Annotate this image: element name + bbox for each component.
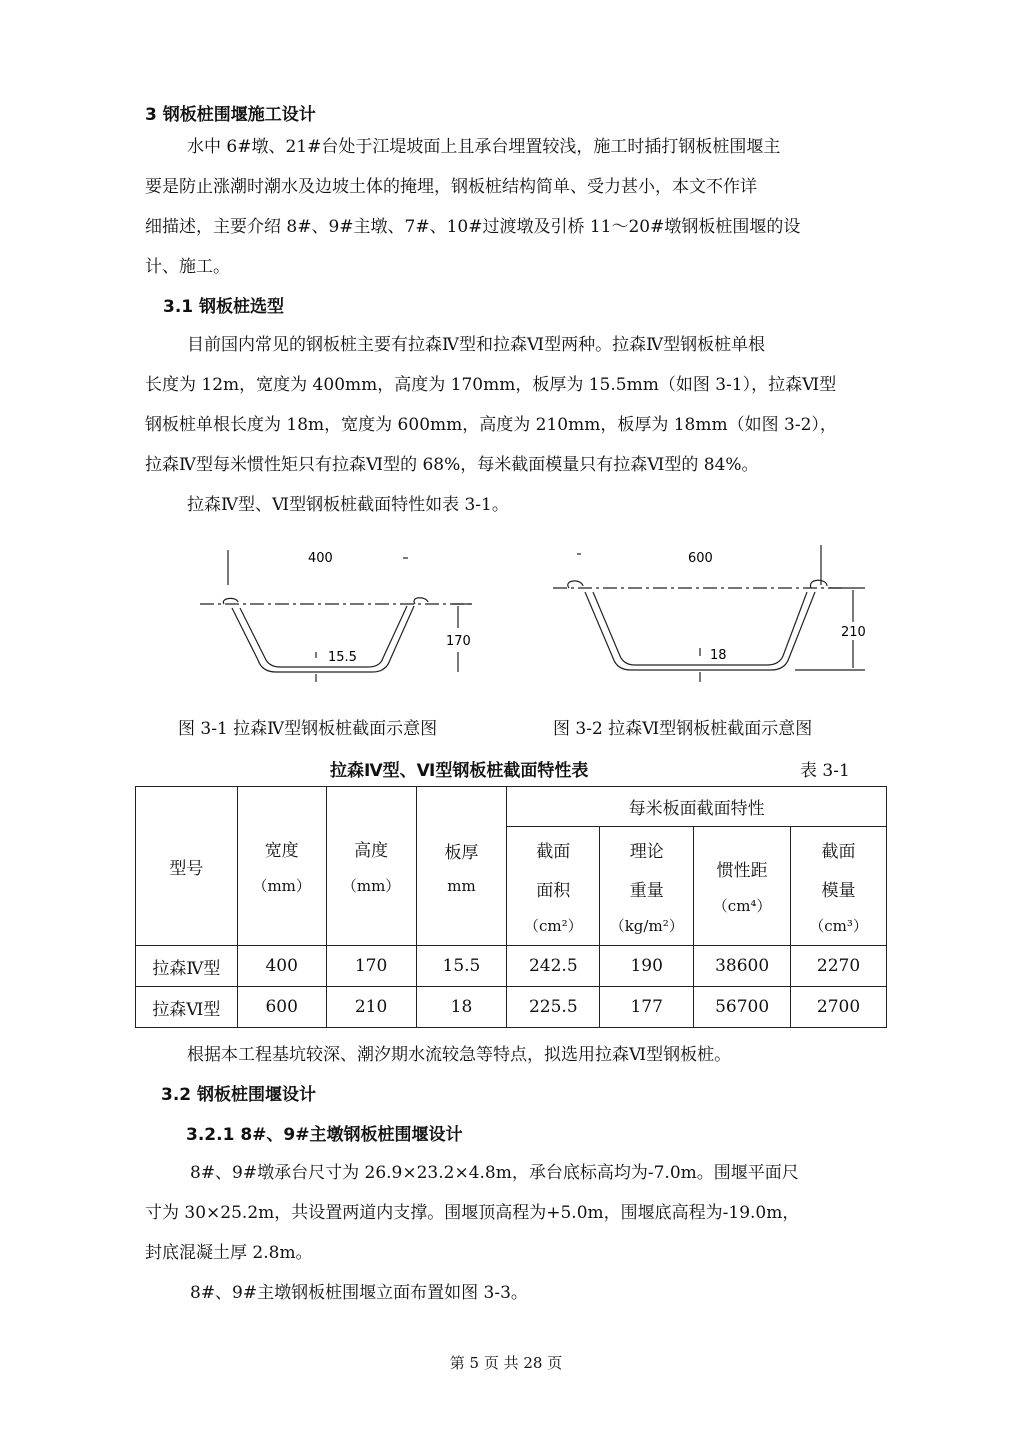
fig1-height-label: 170	[446, 634, 471, 649]
fig1-width-label: 400	[308, 551, 333, 566]
table-cell: 15.5	[416, 946, 507, 987]
section-heading-3-2: 3.2 钢板桩围堰设计	[161, 1085, 317, 1105]
table-cell: 2270	[791, 946, 887, 987]
paragraph-line: 拉森Ⅳ型、Ⅵ型钢板桩截面特性如表 3-1。	[187, 495, 509, 515]
section-heading-3-2-1: 3.2.1 8#、9#主墩钢板桩围堰设计	[186, 1125, 463, 1145]
table-cell: 拉森Ⅵ型	[136, 987, 238, 1028]
figure-caption-3-2: 图 3-2 拉森Ⅵ型钢板桩截面示意图	[553, 719, 813, 739]
table-cell: 190	[600, 946, 694, 987]
paragraph-line: 钢板桩单根长度为 18m，宽度为 600mm，高度为 210mm，板厚为 18mm（如图 3-2），	[145, 415, 837, 435]
paragraph-line: 拉森Ⅳ型每米惯性矩只有拉森Ⅵ型的 68%，每米截面模量只有拉森Ⅵ型的 84%。	[145, 455, 759, 475]
header-area: 截面 面积 （cm²）	[507, 827, 600, 946]
table-cell: 18	[416, 987, 507, 1028]
section-heading-3: 3 钢板桩围堰施工设计	[145, 105, 316, 125]
paragraph-line: 8#、9#主墩钢板桩围堰立面布置如图 3-3。	[190, 1283, 528, 1303]
figure-larssen-iv	[190, 540, 490, 690]
table-cell: 600	[237, 987, 326, 1028]
table-cell: 56700	[694, 987, 791, 1028]
figure-caption-3-1: 图 3-1 拉森Ⅳ型钢板桩截面示意图	[178, 719, 438, 739]
fig2-height-label: 210	[841, 625, 866, 640]
page-footer: 第 5 页 共 28 页	[449, 1354, 563, 1372]
table-cell: 拉森Ⅳ型	[136, 946, 238, 987]
table-row	[136, 946, 887, 987]
paragraph-line: 长度为 12m，宽度为 400mm，高度为 170mm，板厚为 15.5mm（如图 3-1），拉森Ⅵ型	[145, 375, 837, 395]
table-cell: 38600	[694, 946, 791, 987]
table-cell: 400	[237, 946, 326, 987]
paragraph-line: 水中 6#墩、21#台处于江堤坡面上且承台埋置较浅，施工时插打钢板桩围堰主	[187, 137, 781, 157]
fig2-thickness-label: 18	[710, 648, 727, 663]
paragraph-line: 8#、9#墩承台尺寸为 26.9×23.2×4.8m，承台底标高均为-7.0m。围堰平面尺	[190, 1163, 799, 1183]
table-cell: 170	[326, 946, 416, 987]
header-thickness: 板厚 mm	[416, 787, 507, 946]
figure-larssen-vi	[545, 540, 875, 690]
section-heading-3-1: 3.1 钢板桩选型	[163, 297, 285, 317]
paragraph-line: 根据本工程基坑较深、潮汐期水流较急等特点，拟选用拉森Ⅵ型钢板桩。	[187, 1045, 732, 1065]
paragraph-line: 寸为 30×25.2m，共设置两道内支撑。围堰顶高程为+5.0m，围堰底高程为-19.0m，	[145, 1203, 800, 1223]
fig2-width-label: 600	[688, 551, 713, 566]
header-modulus: 截面 模量 （cm³）	[791, 827, 887, 946]
table-cell: 242.5	[507, 946, 600, 987]
paragraph-line: 要是防止涨潮时潮水及边坡土体的掩埋，钢板桩结构简单、受力甚小，本文不作详	[145, 177, 757, 197]
header-group: 每米板面截面特性	[507, 787, 887, 827]
fig1-thickness-label: 15.5	[328, 650, 357, 665]
table-cell: 2700	[791, 987, 887, 1028]
table-cell: 210	[326, 987, 416, 1028]
paragraph-line: 细描述，主要介绍 8#、9#主墩、7#、10#过渡墩及引桥 11～20#墩钢板桩围堰的设	[145, 217, 801, 237]
paragraph-line: 封底混凝土厚 2.8m。	[145, 1243, 313, 1263]
table-title: 拉森Ⅳ型、Ⅵ型钢板桩截面特性表	[330, 761, 589, 781]
table-row	[136, 987, 887, 1028]
header-height: 高度 （mm）	[326, 787, 416, 946]
paragraph-line: 目前国内常见的钢板桩主要有拉森Ⅳ型和拉森Ⅵ型两种。拉森Ⅳ型钢板桩单根	[187, 335, 766, 355]
paragraph-line: 计、施工。	[145, 257, 230, 277]
header-width: 宽度 （mm）	[237, 787, 326, 946]
header-model: 型号	[136, 787, 238, 946]
table-number: 表 3-1	[800, 761, 850, 781]
table-cell: 225.5	[507, 987, 600, 1028]
header-weight: 理论 重量 （kg/m²）	[600, 827, 694, 946]
table-cell: 177	[600, 987, 694, 1028]
header-inertia: 惯性距 （cm⁴）	[694, 827, 791, 946]
section-properties-table	[135, 786, 887, 1028]
